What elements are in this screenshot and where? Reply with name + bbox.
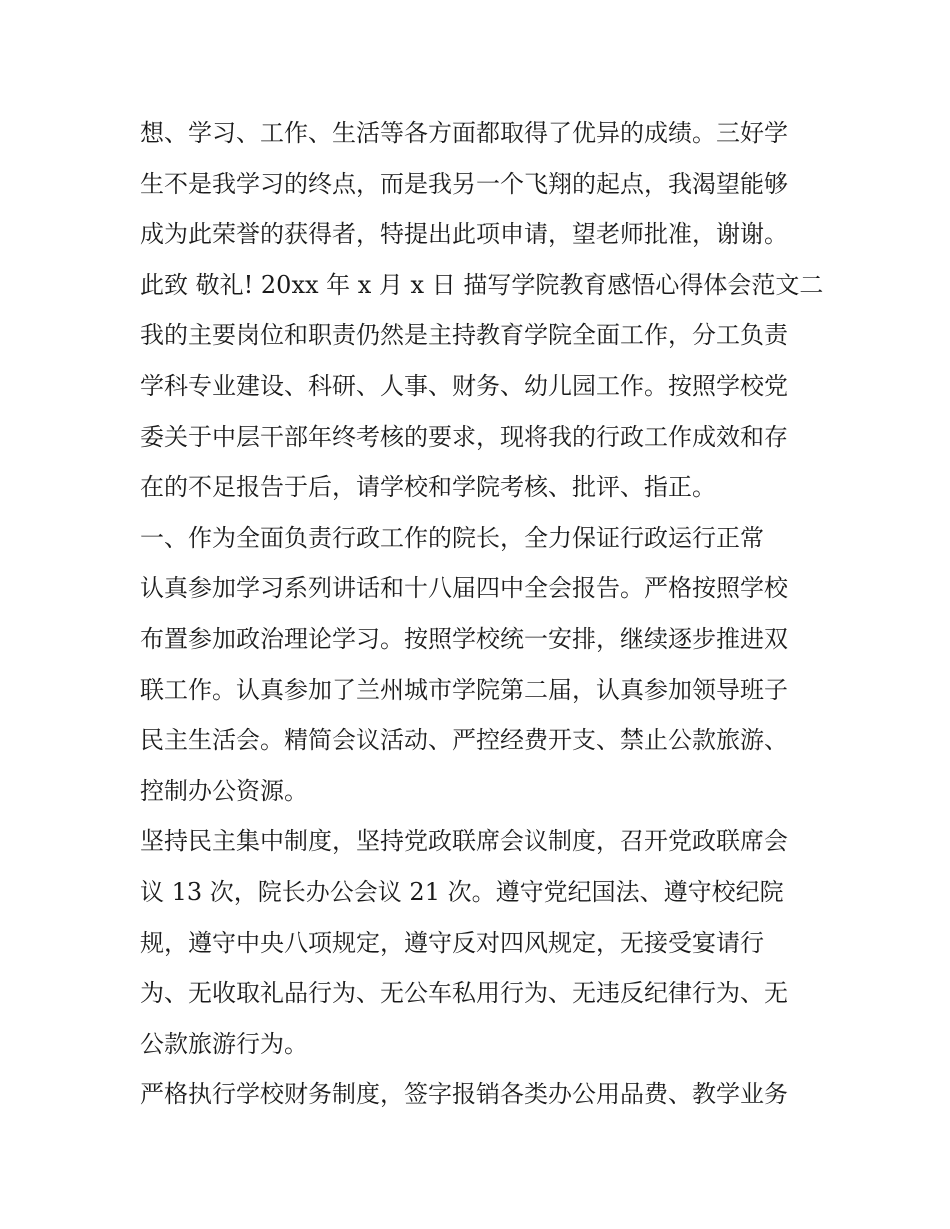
text-line-4: 此致 敬礼! 20xx 年 x 月 x 日 描写学院教育感悟心得体会范文二 bbox=[140, 270, 824, 299]
text-line-17: 规，遵守中央八项规定，遵守反对四风规定，无接受宴请行 bbox=[140, 928, 764, 957]
text-line-11: 布置参加政治理论学习。按照学校统一安排，继续逐步推进双 bbox=[140, 624, 788, 653]
text-line-2: 生不是我学习的终点，而是我另一个飞翔的起点，我渴望能够 bbox=[140, 169, 788, 198]
text-line-19: 公款旅游行为。 bbox=[140, 1029, 308, 1058]
text-line-18: 为、无收取礼品行为、无公车私用行为、无违反纪律行为、无 bbox=[140, 979, 788, 1008]
text-line-20: 严格执行学校财务制度，签字报销各类办公用品费、教学业务 bbox=[140, 1080, 788, 1109]
text-line-9: 一、作为全面负责行政工作的院长，全力保证行政运行正常 bbox=[140, 523, 764, 552]
text-line-5: 我的主要岗位和职责仍然是主持教育学院全面工作，分工负责 bbox=[140, 321, 788, 350]
text-line-7: 委关于中层干部年终考核的要求，现将我的行政工作成效和存 bbox=[140, 422, 788, 451]
text-line-3: 成为此荣誉的获得者，特提出此项申请，望老师批准，谢谢。 bbox=[140, 220, 788, 249]
text-line-13: 民主生活会。精简会议活动、严控经费开支、禁止公款旅游、 bbox=[140, 726, 788, 755]
text-line-6: 学科专业建设、科研、人事、财务、幼儿园工作。按照学校党 bbox=[140, 371, 788, 400]
text-line-16: 议 13 次，院长办公会议 21 次。遵守党纪国法、遵守校纪院 bbox=[140, 877, 784, 906]
text-line-15: 坚持民主集中制度，坚持党政联席会议制度，召开党政联席会 bbox=[140, 827, 788, 856]
text-line-10: 认真参加学习系列讲话和十八届四中全会报告。严格按照学校 bbox=[140, 574, 788, 603]
text-line-14: 控制办公资源。 bbox=[140, 776, 308, 805]
text-line-1: 想、学习、工作、生活等各方面都取得了优异的成绩。三好学 bbox=[140, 119, 788, 147]
text-line-8: 在的不足报告于后，请学校和学院考核、批评、指正。 bbox=[140, 473, 716, 502]
text-line-12: 联工作。认真参加了兰州城市学院第二届，认真参加领导班子 bbox=[140, 675, 788, 704]
body-text bbox=[140, 108, 824, 1120]
